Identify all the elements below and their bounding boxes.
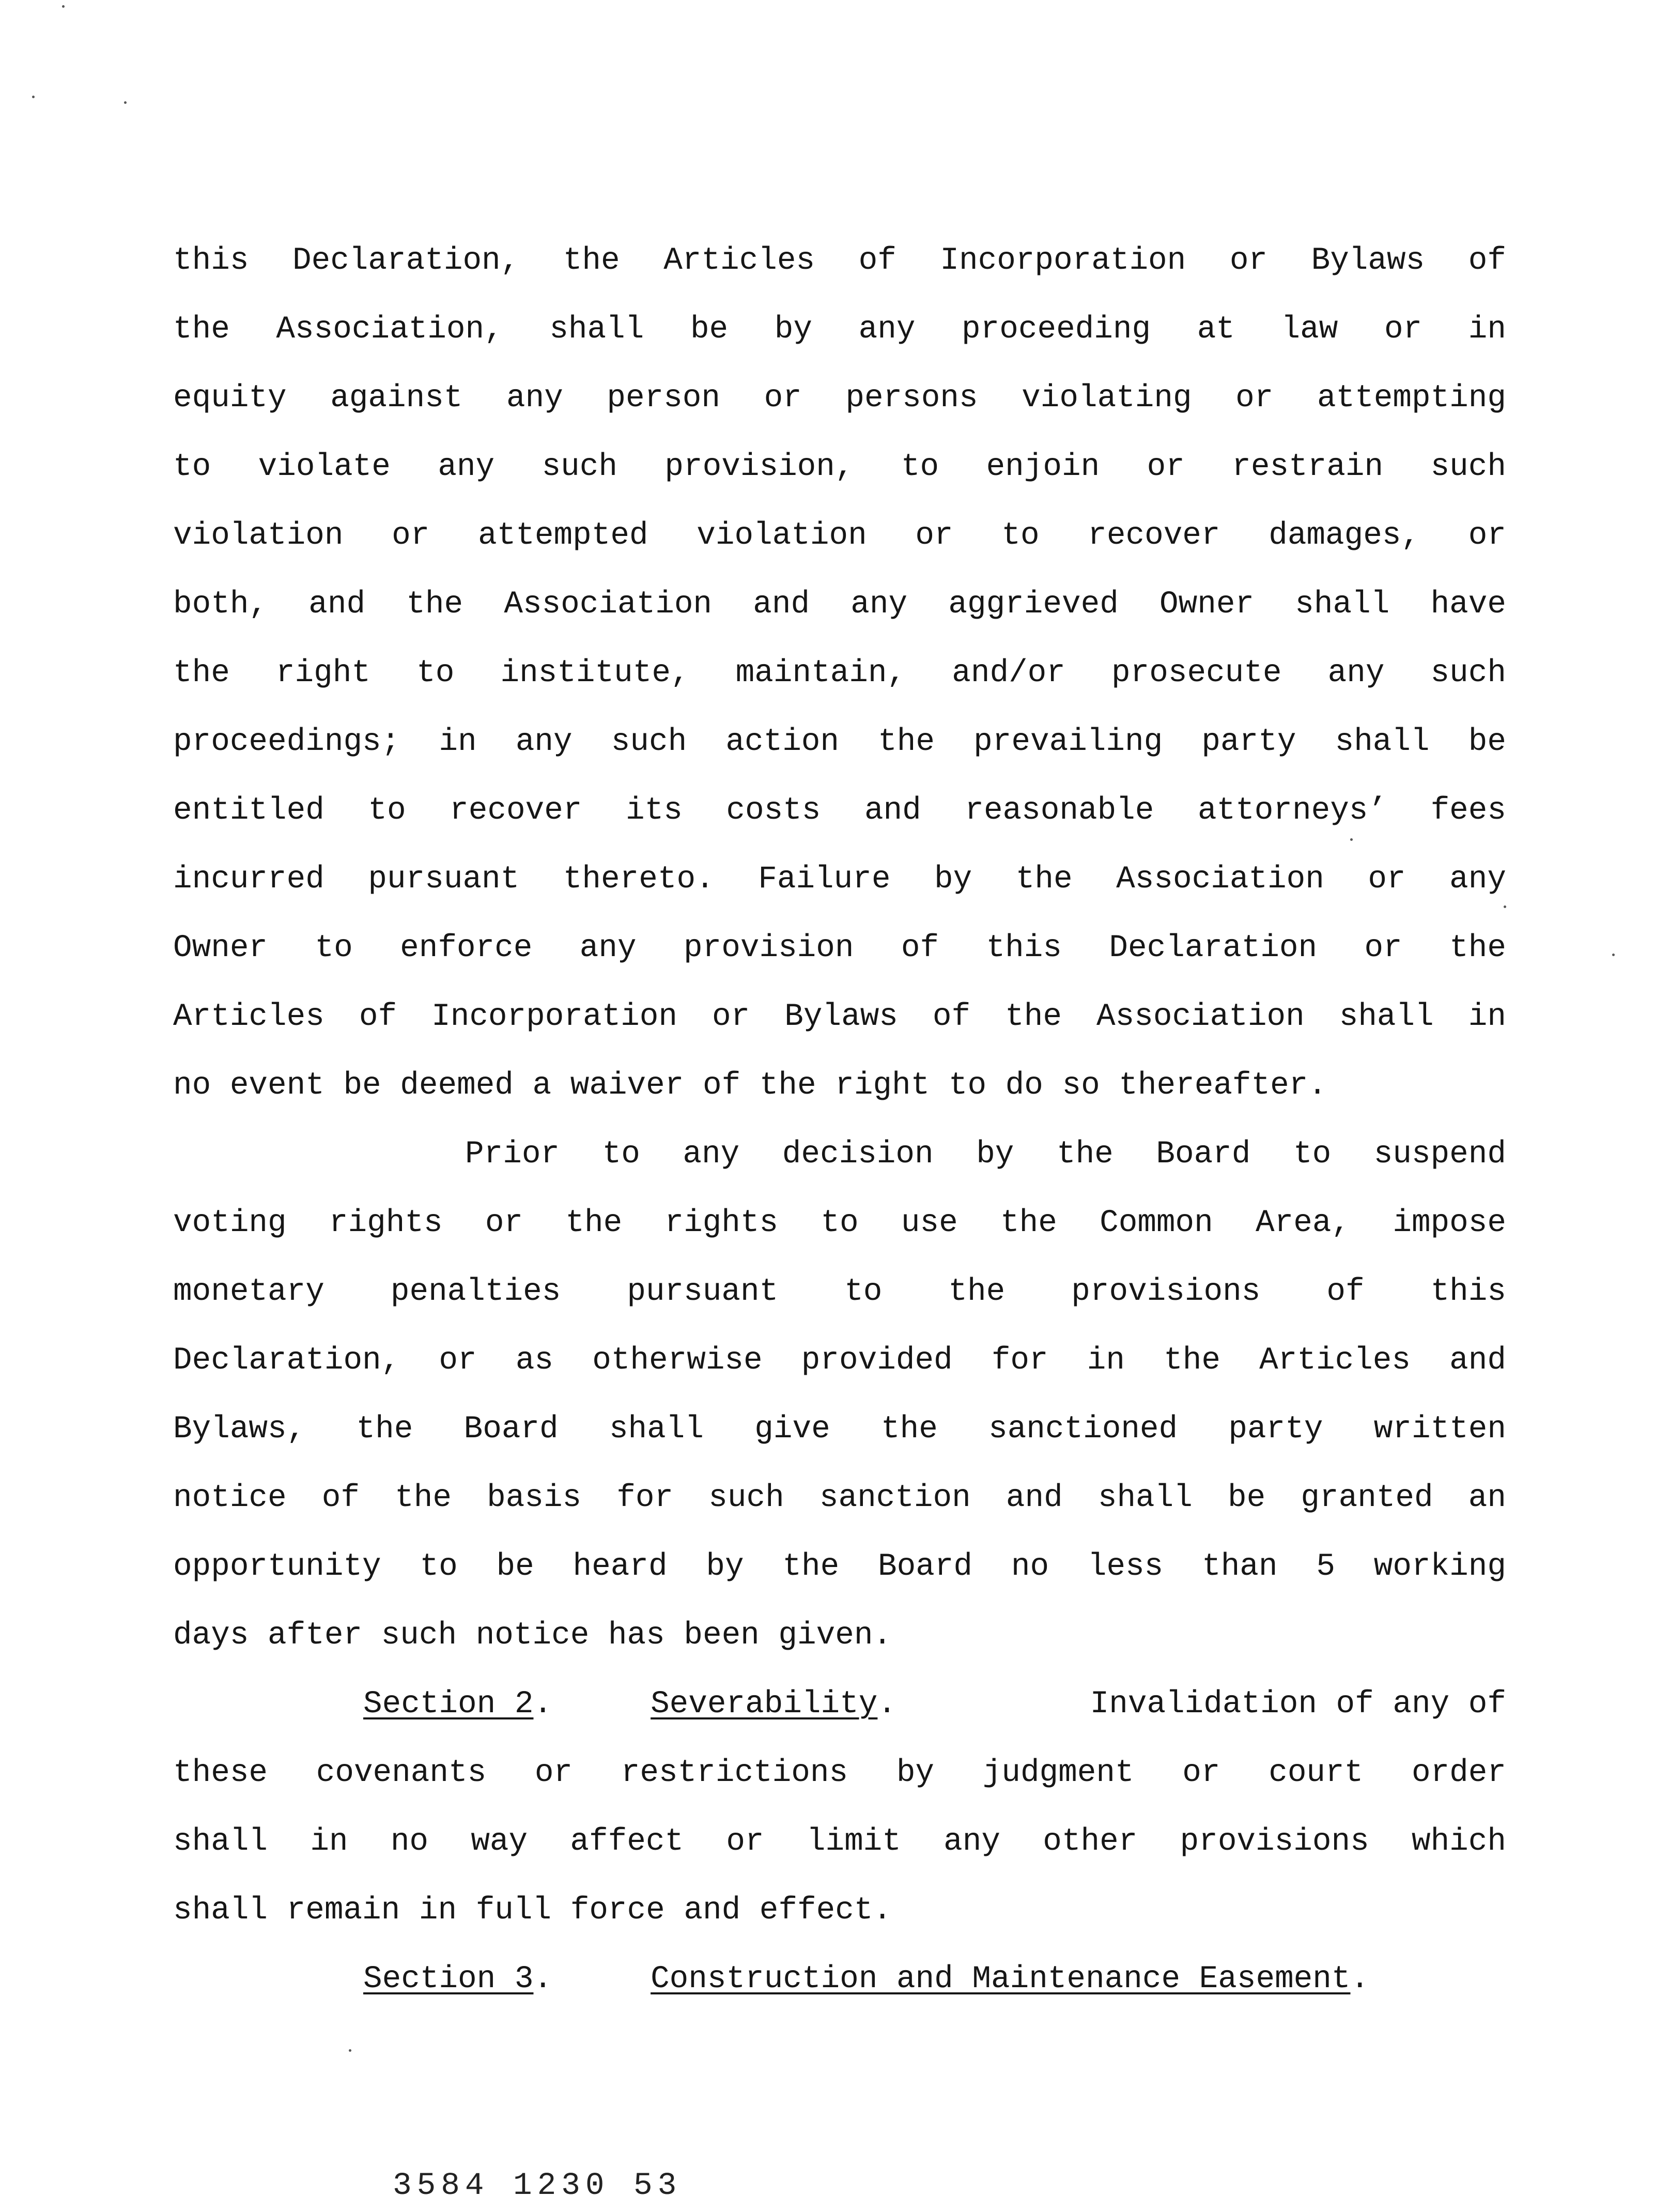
- text-line: the Association, shall be by any proceeding at law or in: [173, 312, 1506, 347]
- text-line: Prior to any decision by the Board to suspend: [465, 1136, 1506, 1172]
- text-line: incurred pursuant thereto. Failure by the Association or any: [173, 862, 1506, 897]
- text-line: equity against any person or persons violating or attempting: [173, 380, 1506, 416]
- text-line: proceedings; in any such action the prevailing party shall be: [173, 724, 1506, 760]
- scan-speck: [349, 2049, 351, 2052]
- text-line: voting rights or the rights to use the Common Area, impose: [173, 1205, 1506, 1241]
- scan-speck: [62, 5, 65, 8]
- text-line: this Declaration, the Articles of Incorporation or Bylaws of: [173, 243, 1506, 279]
- text-line: both, and the Association and any aggrieved Owner shall have: [173, 587, 1506, 622]
- text-line: Bylaws, the Board shall give the sanctioned party written: [173, 1411, 1506, 1447]
- text-line: shall in no way affect or limit any other provisions which: [173, 1824, 1506, 1860]
- section-2-title: Severability: [651, 1686, 878, 1722]
- text-line: shall remain in full force and effect.: [173, 1893, 892, 1928]
- text-line: no event be deemed a waiver of the right to do so thereafter.: [173, 1068, 1327, 1103]
- text-line: Declaration, or as otherwise provided for in the Articles and: [173, 1343, 1506, 1378]
- text-line: entitled to recover its costs and reasonable attorneys’ fees: [173, 793, 1506, 828]
- section-2-heading-line: Section 2. Severability. Invalidation of any of: [363, 1679, 1506, 1730]
- section-3-label: Section 3: [363, 1961, 534, 1997]
- scan-speck: [1504, 905, 1506, 908]
- section-3-heading-line: Section 3. Construction and Maintenance Easement.: [363, 1961, 1370, 1997]
- text-line: these covenants or restrictions by judgment or court order: [173, 1755, 1506, 1791]
- text-line: notice of the basis for such sanction and shall be granted an: [173, 1480, 1506, 1516]
- scan-speck: [1612, 954, 1615, 956]
- text-line: Articles of Incorporation or Bylaws of the Association shall in: [173, 999, 1506, 1035]
- text-line: violation or attempted violation or to recover damages, or: [173, 518, 1506, 554]
- scan-speck: [32, 96, 35, 98]
- text-line: the right to institute, maintain, and/or prosecute any such: [173, 655, 1506, 691]
- text-line: to violate any such provision, to enjoin or restrain such: [173, 449, 1506, 485]
- text-line: days after such notice has been given.: [173, 1618, 892, 1653]
- scan-speck: [124, 101, 127, 104]
- section-2-first-line: Invalidation of any of: [1090, 1686, 1506, 1722]
- section-3-title: Construction and Maintenance Easement: [651, 1961, 1351, 1997]
- page-footer-number: 3584 1230 53: [393, 2168, 682, 2204]
- text-line: monetary penalties pursuant to the provisions of this: [173, 1274, 1506, 1310]
- section-2-label: Section 2: [363, 1686, 534, 1722]
- text-line: opportunity to be heard by the Board no less than 5 working: [173, 1549, 1506, 1585]
- scan-speck: [1350, 838, 1353, 841]
- text-line: Owner to enforce any provision of this Declaration or the: [173, 930, 1506, 966]
